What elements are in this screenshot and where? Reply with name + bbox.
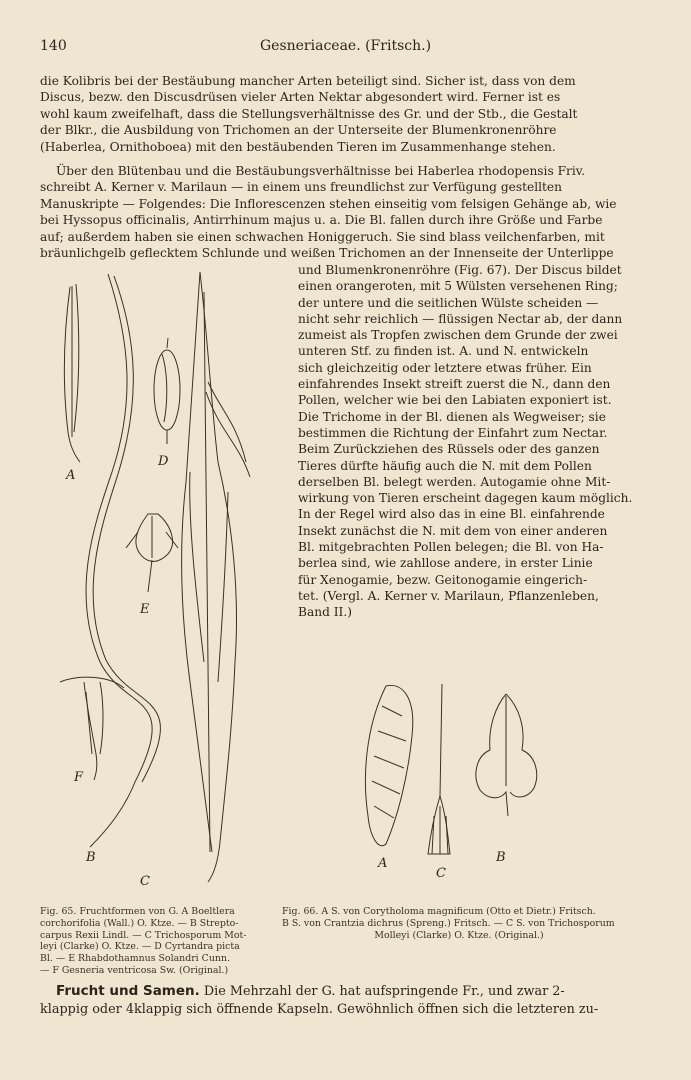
- text-line: berlea sind, wie zahllose andere, in erster Linie: [298, 556, 593, 571]
- text-line: Insekt zunächst die N. mit dem von einer anderen: [298, 523, 608, 538]
- figure-label: B: [496, 850, 506, 865]
- seed-a-drawing: [365, 685, 412, 845]
- text-line: sich gleichzeitig oder letztere etwas früher. Ein: [298, 360, 592, 375]
- text-line: Die Mehrzahl der G. hat aufspringende Fr., und zwar 2-: [199, 984, 565, 999]
- caption-line: Fig. 65. Fruchtformen von G. A Boeltlera: [40, 906, 235, 917]
- section-heading: Frucht und Samen.: [56, 983, 200, 999]
- text-line: nicht sehr reichlich — flüssigen Nectar ab, der dann: [298, 311, 623, 326]
- text-line: der Blkr., die Ausbildung von Trichomen an der Unterseite der Blumenkronenröhre: [40, 123, 557, 138]
- caption-line: Bl. — E Rhabdothamnus Solandri Cunn.: [40, 953, 230, 965]
- figure-label: B: [86, 850, 96, 865]
- figure-66: [356, 676, 556, 886]
- text-line: wohl kaum zweifelhaft, dass die Stellungsverhältnisse des Gr. und der Stb., die Gestalt: [40, 106, 578, 121]
- figure-label: D: [158, 454, 169, 469]
- figure-label: E: [140, 602, 150, 617]
- text-line: tet. (Vergl. A. Kerner v. Marilaun, Pflanzenleben,: [298, 588, 599, 603]
- text-line: Bl. mitgebrachten Pollen belegen; die Bl. von Ha-: [298, 540, 604, 555]
- text-line: einfahrendes Insekt streift zuerst die N., dann den: [298, 377, 611, 392]
- caption-line: carpus Rexii Lindl. — C Trichosporum Mot-: [40, 929, 247, 941]
- text-line: Die Trichome in der Bl. dienen als Wegweiser; sie: [298, 409, 606, 424]
- haberlea-paragraph: [40, 163, 636, 261]
- text-line: schreibt A. Kerner v. Marilaun — in einem uns freundlichst zur Verfügung gestellten: [40, 180, 562, 195]
- caption-line: leyi (Clarke) O. Ktze. — D Cyrtandra picta: [40, 941, 240, 953]
- seed-c-drawing: [428, 684, 450, 854]
- text-line: wirkung von Tieren erscheint dagegen kaum möglich.: [298, 491, 633, 506]
- figure-66-caption: [282, 906, 636, 941]
- page-number: 140: [40, 38, 67, 54]
- figure-label: A: [378, 856, 388, 871]
- caption-line: corchorifolia (Wall.) O. Ktze. — B Strepto-: [40, 917, 239, 929]
- text-line: bei Hyssopus officinalis, Antirrhinum majus u. a. Die Bl. fallen durch ihre Größe und Farbe: [40, 213, 603, 228]
- text-line: Über den Blütenbau und die Bestäubungsverhältnisse bei Haberlea rhodopensis Friv.: [56, 164, 586, 178]
- text-line: einen orangeroten, mit 5 Wülsten versehenen Ring;: [298, 279, 618, 294]
- caption-line: B S. von Crantzia dichrus (Spreng.) Fritsch. — C S. von Trichosporum: [282, 917, 615, 929]
- text-line: In der Regel wird also das in eine Bl. einfahrende: [298, 507, 605, 522]
- figure-label: C: [436, 866, 446, 881]
- text-line: Discus, bezw. den Discusdrüsen vieler Arten Nektar abgesondert wird. Ferner ist es: [40, 90, 561, 105]
- caption-line: — F Gesneria ventricosa Sw. (Original.): [40, 964, 229, 976]
- text-line: Manuskripte — Folgendes: Die Inflorescenzen stehen einseitig vom felsigen Gehänge ab, wie: [40, 196, 617, 211]
- fruit-a-drawing: [64, 284, 80, 462]
- figure-65: [40, 262, 290, 902]
- text-line: unteren Stf. zu finden ist. A. und N. entwickeln: [298, 344, 589, 359]
- text-line: für Xenogamie, bezw. Geitonogamie eingerich-: [298, 572, 588, 587]
- text-line: zumeist als Tropfen zwischen dem Grunde der zwei: [298, 328, 618, 343]
- intro-paragraph: [40, 73, 636, 155]
- caption-line: Molleyi (Clarke) O. Ktze. (Original.): [374, 929, 544, 941]
- text-line: (Haberlea, Ornithoboea) mit den bestäubenden Tieren im Zusammenhange stehen.: [40, 139, 556, 154]
- section-first-line: [40, 982, 636, 1001]
- text-line: auf; außerdem haben sie einen schwachen Honiggeruch. Sie sind blass veilchenfarben, mit: [40, 229, 605, 244]
- text-line: Beim Zurückziehen des Rüssels oder des ganzen: [298, 442, 600, 457]
- text-line: Pollen, welcher wie bei den Labiaten exponiert ist.: [298, 393, 612, 408]
- text-line: derselben Bl. belegt werden. Autogamie ohne Mit-: [298, 474, 611, 489]
- figure-66-illustration: [356, 676, 556, 886]
- fruit-e-drawing: [126, 514, 178, 592]
- text-line: Tieres dürfte häufig auch die N. mit dem Pollen: [298, 458, 592, 473]
- figure-65-caption: [40, 906, 262, 977]
- text-line: die Kolibris bei der Bestäubung mancher Arten beteiligt sind. Sicher ist, dass von dem: [40, 74, 576, 88]
- fruit-d-drawing: [154, 338, 180, 444]
- figure-label: C: [140, 874, 150, 889]
- running-head-title: Gesneriaceae. (Fritsch.): [259, 38, 432, 54]
- seed-b-drawing: [476, 694, 537, 816]
- fruit-c-drawing: [182, 272, 250, 882]
- text-line: der untere und die seitlichen Wülste scheiden —: [298, 295, 599, 310]
- figure-65-illustration: [40, 262, 290, 902]
- caption-line: Fig. 66. A S. von Corytholoma magnificum (Otto et Dietr.) Fritsch.: [282, 906, 596, 917]
- wrapped-text-column: [298, 262, 636, 621]
- section-frucht-und-samen: [40, 982, 636, 1019]
- text-line: klappig oder 4klappig sich öffnende Kapseln. Gewöhnlich öffnen sich die letzteren zu-: [40, 1002, 599, 1017]
- fruit-f-drawing: [60, 677, 124, 780]
- text-line: bräunlichgelb geflecktem Schlunde und weißen Trichomen an der Innenseite der Unterlippe: [40, 246, 614, 261]
- running-head: [40, 38, 651, 58]
- text-line: und Blumenkronenröhre (Fig. 67). Der Discus bildet: [298, 263, 622, 277]
- figure-label: F: [74, 770, 84, 785]
- figure-label: A: [66, 468, 76, 483]
- text-line: bestimmen die Richtung der Einfahrt zum Nectar.: [298, 425, 608, 440]
- text-line: Band II.): [298, 605, 353, 620]
